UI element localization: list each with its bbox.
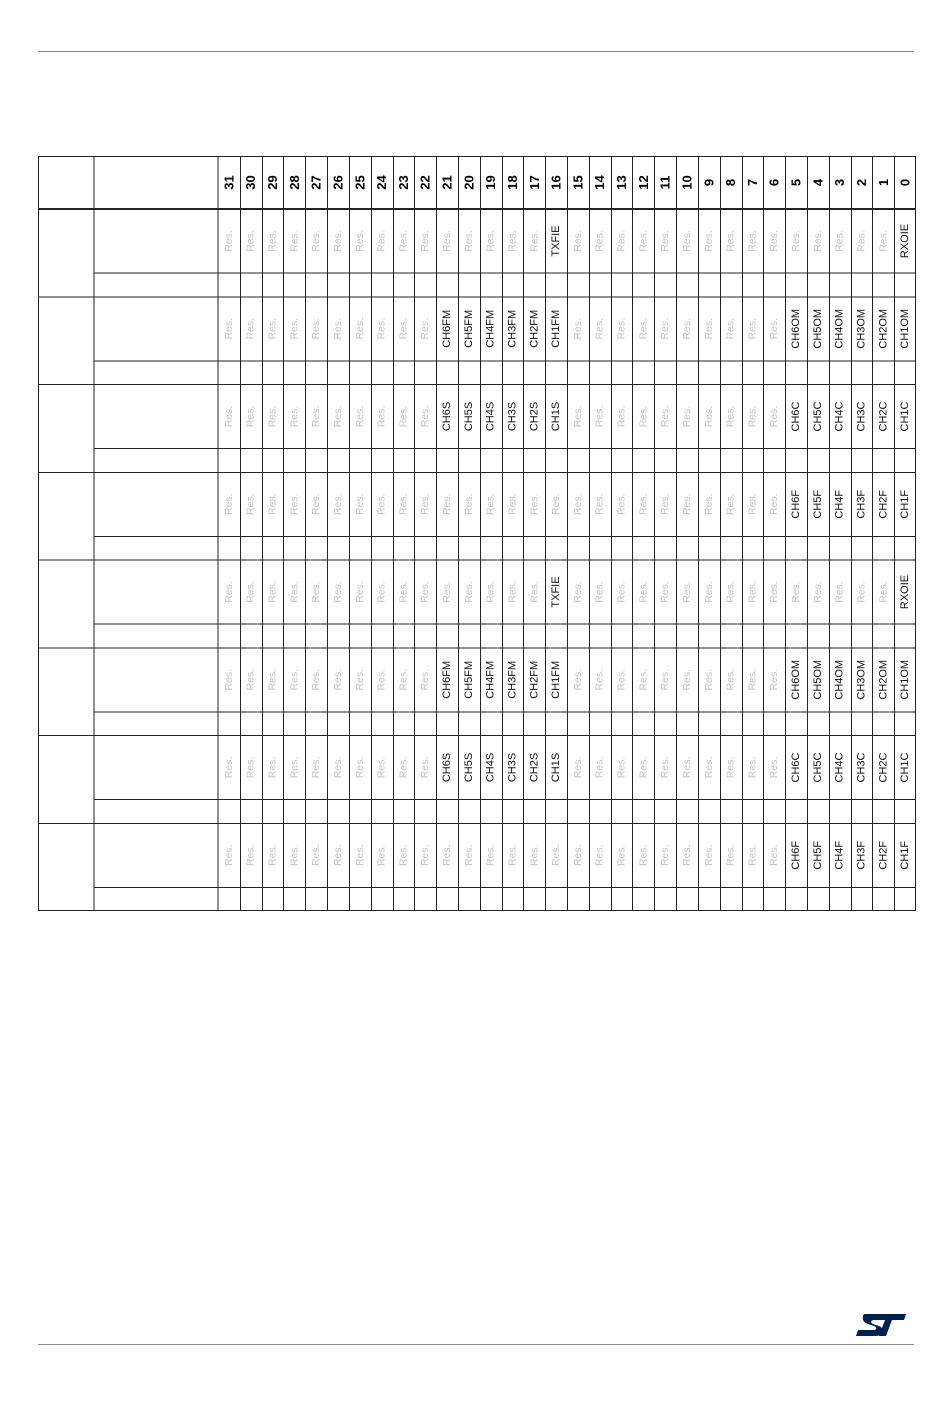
reserved-bit-label: Res.: [550, 844, 563, 867]
bit-field-label: CH3FM: [506, 660, 519, 699]
reserved-bit-label: Res.: [222, 581, 235, 603]
reserved-bit-label: Res.: [877, 230, 890, 252]
reserved-bit-label: Res.: [441, 230, 454, 252]
reserved-bit-label: Res.: [331, 230, 344, 252]
bit-number: 2: [853, 178, 869, 187]
bit-field-label: CH1FM: [550, 660, 563, 699]
bit-field-label: CH4F: [833, 489, 846, 519]
reserved-bit-label: Res.: [790, 230, 803, 252]
bit-field-label: CH2C: [877, 752, 890, 783]
reserved-bit-label: Res.: [375, 756, 388, 779]
reserved-bit-label: Res.: [680, 317, 693, 340]
reserved-bit-label: Res.: [310, 581, 323, 603]
reserved-bit-label: Res.: [375, 405, 388, 428]
reserved-bit-label: Res.: [593, 405, 606, 428]
reserved-bit-label: Res.: [571, 844, 584, 867]
bit-field-label: CH5F: [811, 489, 824, 519]
bit-field-label: CH1F: [899, 840, 912, 870]
reserved-bit-label: Res.: [615, 668, 628, 691]
reserved-bit-label: Res.: [484, 230, 497, 252]
bit-number: 0: [897, 178, 913, 187]
reserved-bit-label: Res.: [593, 668, 606, 691]
reserved-bit-label: Res.: [375, 668, 388, 691]
bit-number: 28: [286, 175, 302, 190]
reserved-bit-label: Res.: [724, 317, 737, 340]
reserved-bit-label: Res.: [222, 844, 235, 867]
reserved-bit-label: Res.: [397, 756, 410, 779]
bit-field-label: CH3OM: [855, 659, 868, 700]
reserved-bit-label: Res.: [353, 230, 366, 252]
reserved-bit-label: Res.: [222, 668, 235, 691]
reserved-bit-label: Res.: [659, 581, 672, 603]
bit-number: 9: [701, 178, 717, 187]
bit-field-label: CH6FM: [441, 309, 454, 348]
bit-field-label: CH3F: [855, 840, 868, 870]
reserved-bit-label: Res.: [855, 230, 868, 252]
bit-number: 21: [439, 175, 455, 190]
reserved-bit-label: Res.: [593, 317, 606, 340]
bit-field-label: CH2OM: [877, 308, 890, 349]
reserved-bit-label: Res.: [659, 844, 672, 867]
reserved-bit-label: Res.: [637, 756, 650, 779]
reserved-bit-label: Res.: [528, 493, 541, 516]
bit-field-label: CH4S: [484, 752, 497, 783]
bit-field-label: CH3S: [506, 401, 519, 432]
reserved-bit-label: Res.: [288, 668, 301, 691]
bit-field-label: CH3C: [855, 752, 868, 783]
bit-field-label: CH2FM: [528, 660, 541, 699]
header-rule: [38, 51, 914, 52]
reserved-bit-label: Res.: [375, 844, 388, 867]
bit-number: 16: [548, 175, 564, 190]
reserved-bit-label: Res.: [244, 405, 257, 428]
bit-field-label: CH5S: [462, 752, 475, 783]
bit-number: 27: [308, 175, 324, 190]
reserved-bit-label: Res.: [593, 756, 606, 779]
reserved-bit-label: Res.: [746, 756, 759, 779]
bit-field-label: CH6S: [441, 401, 454, 432]
reserved-bit-label: Res.: [659, 317, 672, 340]
reserved-bit-label: Res.: [680, 405, 693, 428]
reserved-bit-label: Res.: [331, 317, 344, 340]
bit-number: 31: [221, 175, 237, 190]
bit-field-label: CH5S: [462, 401, 475, 432]
reserved-bit-label: Res.: [833, 581, 846, 603]
bit-field-label: CH4OM: [833, 659, 846, 700]
bit-number: 1: [875, 178, 891, 187]
reserved-bit-label: Res.: [397, 493, 410, 516]
bit-number: 15: [570, 175, 586, 190]
reserved-bit-label: Res.: [266, 405, 279, 428]
reserved-bit-label: Res.: [659, 668, 672, 691]
reserved-bit-label: Res.: [768, 317, 781, 340]
reserved-bit-label: Res.: [397, 230, 410, 252]
bit-field-label: CH4OM: [833, 308, 846, 349]
reserved-bit-label: Res.: [680, 581, 693, 603]
reserved-bit-label: Res.: [244, 230, 257, 252]
reserved-bit-label: Res.: [528, 230, 541, 252]
reserved-bit-label: Res.: [724, 844, 737, 867]
reserved-bit-label: Res.: [419, 756, 432, 779]
reserved-bit-label: Res.: [724, 668, 737, 691]
reserved-bit-label: Res.: [702, 668, 715, 691]
reserved-bit-label: Res.: [484, 493, 497, 516]
reserved-bit-label: Res.: [637, 405, 650, 428]
reserved-bit-label: Res.: [746, 230, 759, 252]
reserved-bit-label: Res.: [768, 405, 781, 428]
bit-field-label: CH6FM: [441, 660, 454, 699]
reserved-bit-label: Res.: [462, 581, 475, 603]
bit-field-label: CH6C: [790, 752, 803, 783]
reserved-bit-label: Res.: [397, 317, 410, 340]
bit-number: 24: [374, 175, 390, 190]
reserved-bit-label: Res.: [441, 844, 454, 867]
reserved-bit-label: Res.: [310, 756, 323, 779]
reserved-bit-label: Res.: [266, 493, 279, 516]
reserved-bit-label: Res.: [222, 317, 235, 340]
reserved-bit-label: Res.: [419, 844, 432, 867]
reserved-bit-label: Res.: [615, 405, 628, 428]
reserved-bit-label: Res.: [746, 317, 759, 340]
reserved-bit-label: Res.: [331, 756, 344, 779]
reserved-bit-label: Res.: [353, 405, 366, 428]
reserved-bit-label: Res.: [724, 581, 737, 603]
reserved-bit-label: Res.: [637, 317, 650, 340]
reserved-bit-label: Res.: [331, 405, 344, 428]
bit-field-label: CH6F: [790, 840, 803, 870]
reserved-bit-label: Res.: [506, 581, 519, 603]
reserved-bit-label: Res.: [593, 844, 606, 867]
bit-field-label: CH4FM: [484, 309, 497, 348]
reserved-bit-label: Res.: [550, 493, 563, 516]
reserved-bit-label: Res.: [331, 581, 344, 603]
reserved-bit-label: Res.: [768, 668, 781, 691]
reserved-bit-label: Res.: [637, 581, 650, 603]
reserved-bit-label: Res.: [397, 844, 410, 867]
bit-field-label: CH2S: [528, 752, 541, 783]
bit-field-label: CH6C: [790, 401, 803, 432]
bit-field-label: CH5OM: [811, 308, 824, 349]
bit-number: 22: [417, 175, 433, 190]
bit-number: 11: [657, 175, 673, 190]
reserved-bit-label: Res.: [353, 668, 366, 691]
reserved-bit-label: Res.: [702, 581, 715, 603]
reserved-bit-label: Res.: [266, 756, 279, 779]
bit-number: 19: [483, 175, 499, 190]
bit-field-label: CH3FM: [506, 309, 519, 348]
bit-field-label: CH5C: [811, 401, 824, 432]
reserved-bit-label: Res.: [724, 230, 737, 252]
reserved-bit-label: Res.: [266, 230, 279, 252]
bit-number: 26: [330, 175, 346, 190]
reserved-bit-label: Res.: [833, 230, 846, 252]
reserved-bit-label: Res.: [724, 756, 737, 779]
reserved-bit-label: Res.: [288, 317, 301, 340]
reserved-bit-label: Res.: [659, 230, 672, 252]
bit-number: 23: [395, 175, 411, 190]
bit-field-label: CH5C: [811, 752, 824, 783]
reserved-bit-label: Res.: [506, 493, 519, 516]
reserved-bit-label: Res.: [419, 230, 432, 252]
register-map-table: [38, 156, 916, 911]
reserved-bit-label: Res.: [593, 493, 606, 516]
reserved-bit-label: Res.: [593, 230, 606, 252]
reserved-bit-label: Res.: [462, 844, 475, 867]
reserved-bit-label: Res.: [353, 493, 366, 516]
st-logo-icon: [852, 1310, 910, 1340]
bit-number: 14: [592, 175, 608, 190]
reserved-bit-label: Res.: [288, 581, 301, 603]
reserved-bit-label: Res.: [680, 844, 693, 867]
reserved-bit-label: Res.: [244, 581, 257, 603]
reserved-bit-label: Res.: [724, 493, 737, 516]
bit-field-label: CH5FM: [462, 309, 475, 348]
reserved-bit-label: Res.: [615, 317, 628, 340]
reserved-bit-label: Res.: [222, 405, 235, 428]
reserved-bit-label: Res.: [659, 756, 672, 779]
bit-field-label: CH4S: [484, 401, 497, 432]
bit-number: 10: [679, 175, 695, 190]
reserved-bit-label: Res.: [571, 756, 584, 779]
reserved-bit-label: Res.: [637, 493, 650, 516]
reserved-bit-label: Res.: [702, 493, 715, 516]
bit-field-label: CH3OM: [855, 308, 868, 349]
reserved-bit-label: Res.: [266, 317, 279, 340]
bit-field-label: CH1C: [899, 401, 912, 432]
reserved-bit-label: Res.: [659, 405, 672, 428]
reserved-bit-label: Res.: [375, 317, 388, 340]
reserved-bit-label: Res.: [484, 581, 497, 603]
bit-number: 25: [352, 175, 368, 190]
bit-field-label: CH6S: [441, 752, 454, 783]
reserved-bit-label: Res.: [397, 668, 410, 691]
bit-number: 29: [265, 175, 281, 190]
reserved-bit-label: Res.: [877, 581, 890, 603]
reserved-bit-label: Res.: [288, 756, 301, 779]
bit-field-label: TXFIE: [550, 225, 563, 257]
reserved-bit-label: Res.: [615, 493, 628, 516]
bit-field-label: CH1S: [550, 401, 563, 432]
reserved-bit-label: Res.: [702, 230, 715, 252]
bit-number: 4: [810, 178, 826, 187]
bit-field-label: CH2F: [877, 840, 890, 870]
reserved-bit-label: Res.: [266, 668, 279, 691]
bit-number: 5: [788, 178, 804, 187]
bit-field-label: CH1FM: [550, 309, 563, 348]
reserved-bit-label: Res.: [746, 493, 759, 516]
reserved-bit-label: Res.: [593, 581, 606, 603]
bit-field-label: CH2C: [877, 401, 890, 432]
bit-field-label: CH1OM: [899, 659, 912, 700]
reserved-bit-label: Res.: [680, 493, 693, 516]
bit-field-label: CH1C: [899, 752, 912, 783]
reserved-bit-label: Res.: [462, 230, 475, 252]
bit-field-label: CH5F: [811, 840, 824, 870]
reserved-bit-label: Res.: [441, 493, 454, 516]
reserved-bit-label: Res.: [441, 581, 454, 603]
bit-field-label: CH3S: [506, 752, 519, 783]
reserved-bit-label: Res.: [702, 317, 715, 340]
reserved-bit-label: Res.: [310, 844, 323, 867]
footer-rule: [38, 1344, 914, 1345]
reserved-bit-label: Res.: [288, 844, 301, 867]
reserved-bit-label: Res.: [659, 493, 672, 516]
reserved-bit-label: Res.: [746, 405, 759, 428]
bit-field-label: CH1F: [899, 489, 912, 519]
reserved-bit-label: Res.: [310, 230, 323, 252]
reserved-bit-label: Res.: [768, 493, 781, 516]
reserved-bit-label: Res.: [768, 230, 781, 252]
reserved-bit-label: Res.: [768, 581, 781, 603]
reserved-bit-label: Res.: [353, 317, 366, 340]
reserved-bit-label: Res.: [571, 317, 584, 340]
bit-field-label: CH3F: [855, 489, 868, 519]
reserved-bit-label: Res.: [615, 230, 628, 252]
reserved-bit-label: Res.: [397, 581, 410, 603]
reserved-bit-label: Res.: [310, 668, 323, 691]
reserved-bit-label: Res.: [746, 581, 759, 603]
reserved-bit-label: Res.: [768, 756, 781, 779]
bit-field-label: CH1OM: [899, 308, 912, 349]
reserved-bit-label: Res.: [506, 844, 519, 867]
bit-field-label: CH4C: [833, 752, 846, 783]
reserved-bit-label: Res.: [310, 493, 323, 516]
bit-number: 20: [461, 175, 477, 190]
bit-field-label: CH3C: [855, 401, 868, 432]
bit-number: 18: [504, 175, 520, 190]
reserved-bit-label: Res.: [746, 668, 759, 691]
reserved-bit-label: Res.: [571, 581, 584, 603]
bit-number: 7: [744, 178, 760, 187]
reserved-bit-label: Res.: [353, 844, 366, 867]
reserved-bit-label: Res.: [244, 668, 257, 691]
bit-field-label: CH4F: [833, 840, 846, 870]
bit-number: 30: [243, 175, 259, 190]
reserved-bit-label: Res.: [375, 493, 388, 516]
reserved-bit-label: Res.: [375, 230, 388, 252]
reserved-bit-label: Res.: [855, 581, 868, 603]
reserved-bit-label: Res.: [419, 493, 432, 516]
reserved-bit-label: Res.: [637, 668, 650, 691]
reserved-bit-label: Res.: [288, 493, 301, 516]
reserved-bit-label: Res.: [571, 230, 584, 252]
reserved-bit-label: Res.: [419, 668, 432, 691]
bit-number: 8: [723, 178, 739, 187]
reserved-bit-label: Res.: [375, 581, 388, 603]
bit-field-label: CH5OM: [811, 659, 824, 700]
reserved-bit-label: Res.: [222, 756, 235, 779]
reserved-bit-label: Res.: [768, 844, 781, 867]
reserved-bit-label: Res.: [419, 405, 432, 428]
reserved-bit-label: Res.: [811, 581, 824, 603]
reserved-bit-label: Res.: [680, 668, 693, 691]
reserved-bit-label: Res.: [506, 230, 519, 252]
reserved-bit-label: Res.: [528, 844, 541, 867]
bit-field-label: RXOIE: [899, 574, 912, 610]
bit-field-label: CH4C: [833, 401, 846, 432]
bit-number: 3: [832, 178, 848, 187]
reserved-bit-label: Res.: [266, 581, 279, 603]
reserved-bit-label: Res.: [637, 230, 650, 252]
bit-number: 12: [635, 175, 651, 190]
bit-field-label: CH5FM: [462, 660, 475, 699]
bit-field-label: RXOIE: [899, 223, 912, 259]
bit-field-label: CH6OM: [790, 659, 803, 700]
reserved-bit-label: Res.: [615, 581, 628, 603]
reserved-bit-label: Res.: [222, 230, 235, 252]
bit-field-label: TXFIE: [550, 576, 563, 608]
reserved-bit-label: Res.: [571, 405, 584, 428]
reserved-bit-label: Res.: [331, 493, 344, 516]
reserved-bit-label: Res.: [724, 405, 737, 428]
reserved-bit-label: Res.: [310, 405, 323, 428]
reserved-bit-label: Res.: [615, 844, 628, 867]
bit-number: 17: [526, 175, 542, 190]
reserved-bit-label: Res.: [244, 317, 257, 340]
bit-field-label: CH1S: [550, 752, 563, 783]
bit-field-label: CH4FM: [484, 660, 497, 699]
reserved-bit-label: Res.: [462, 493, 475, 516]
reserved-bit-label: Res.: [680, 756, 693, 779]
reserved-bit-label: Res.: [353, 756, 366, 779]
reserved-bit-label: Res.: [746, 844, 759, 867]
bit-field-label: CH2FM: [528, 309, 541, 348]
reserved-bit-label: Res.: [702, 756, 715, 779]
reserved-bit-label: Res.: [244, 756, 257, 779]
reserved-bit-label: Res.: [419, 317, 432, 340]
reserved-bit-label: Res.: [790, 581, 803, 603]
reserved-bit-label: Res.: [244, 844, 257, 867]
bit-field-label: CH2OM: [877, 659, 890, 700]
reserved-bit-label: Res.: [615, 756, 628, 779]
reserved-bit-label: Res.: [702, 844, 715, 867]
reserved-bit-label: Res.: [266, 844, 279, 867]
reserved-bit-label: Res.: [571, 668, 584, 691]
bit-number: 13: [614, 175, 630, 190]
reserved-bit-label: Res.: [222, 493, 235, 516]
reserved-bit-label: Res.: [811, 230, 824, 252]
reserved-bit-label: Res.: [331, 844, 344, 867]
reserved-bit-label: Res.: [310, 317, 323, 340]
bit-field-label: CH6OM: [790, 308, 803, 349]
bit-number: 6: [766, 178, 782, 187]
reserved-bit-label: Res.: [680, 230, 693, 252]
reserved-bit-label: Res.: [637, 844, 650, 867]
bit-field-label: CH6F: [790, 489, 803, 519]
reserved-bit-label: Res.: [484, 844, 497, 867]
reserved-bit-label: Res.: [571, 493, 584, 516]
bit-field-label: CH2S: [528, 401, 541, 432]
reserved-bit-label: Res.: [288, 405, 301, 428]
reserved-bit-label: Res.: [702, 405, 715, 428]
reserved-bit-label: Res.: [244, 493, 257, 516]
reserved-bit-label: Res.: [331, 668, 344, 691]
reserved-bit-label: Res.: [288, 230, 301, 252]
reserved-bit-label: Res.: [419, 581, 432, 603]
reserved-bit-label: Res.: [528, 581, 541, 603]
reserved-bit-label: Res.: [353, 581, 366, 603]
bit-field-label: CH2F: [877, 489, 890, 519]
reserved-bit-label: Res.: [397, 405, 410, 428]
